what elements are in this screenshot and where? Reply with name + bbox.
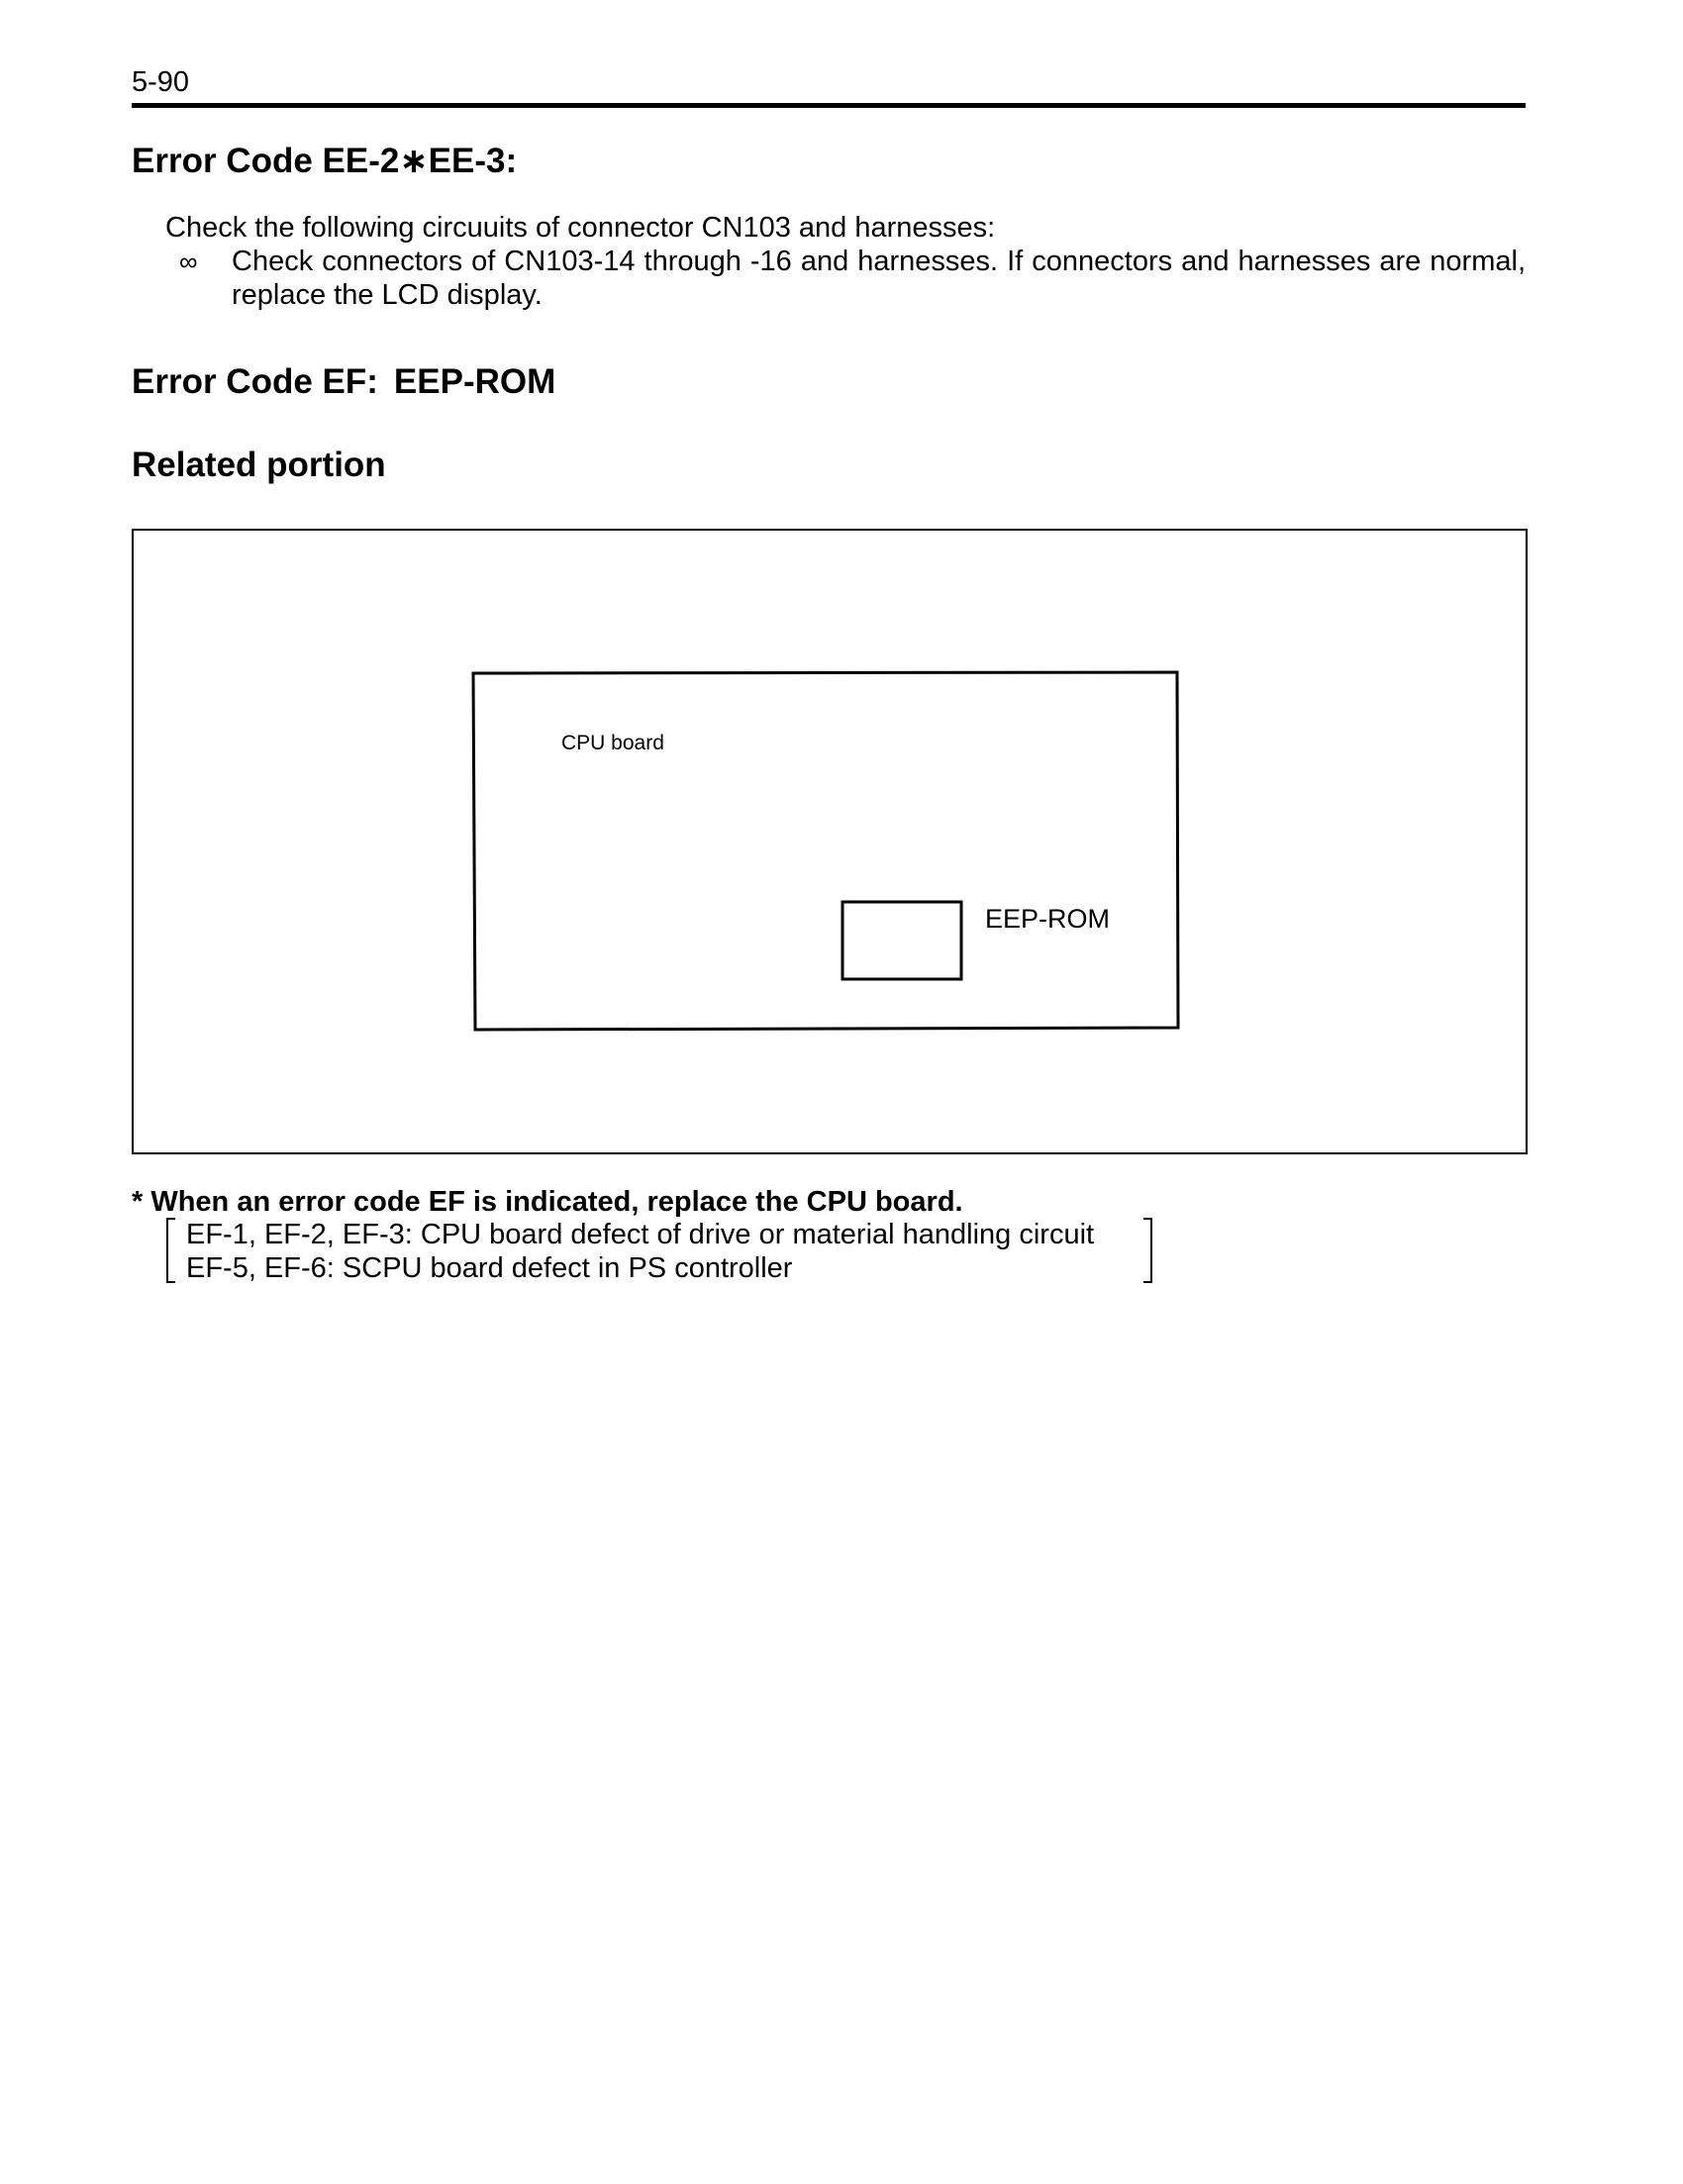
eeprom-chip — [842, 902, 961, 979]
ee-bullet-text: Check connectors of CN103-14 through -16 and harnesses. If connectors and harnesses are normal, replace the LCD display. — [232, 246, 1526, 311]
heading-error-code-ef — [132, 362, 555, 402]
page-number: 5-90 — [132, 66, 190, 98]
footnote-bracket-right — [1143, 1218, 1152, 1283]
cpu-board-outline — [473, 672, 1178, 1030]
ef-title-suffix: EEP-ROM — [393, 362, 556, 401]
diagram-frame — [133, 530, 1527, 1153]
eeprom-label: EEP-ROM — [985, 904, 1111, 934]
footnote-main: * When an error code EF is indicated, replace the CPU board. — [132, 1186, 963, 1218]
ef-title-prefix: Error Code EF: — [132, 362, 378, 401]
footnote-line-2: EF-5, EF-6: SCPU board defect in PS controller — [186, 1252, 793, 1284]
heading-error-code-ee: Error Code EE-2∗EE-3: — [132, 142, 518, 180]
ee-intro-text: Check the following circuuits of connector CN103 and harnesses: — [165, 212, 996, 244]
cpu-board-label: CPU board — [561, 732, 664, 754]
heading-related-portion: Related portion — [132, 446, 386, 484]
footnote-line-1: EF-1, EF-2, EF-3: CPU board defect of drive or material handling circuit — [186, 1219, 1095, 1250]
related-portion-diagram — [132, 529, 1529, 1155]
header-rule — [132, 103, 1526, 108]
footnote-bracket-left — [166, 1218, 175, 1283]
bullet-symbol: ∞ — [179, 247, 198, 276]
